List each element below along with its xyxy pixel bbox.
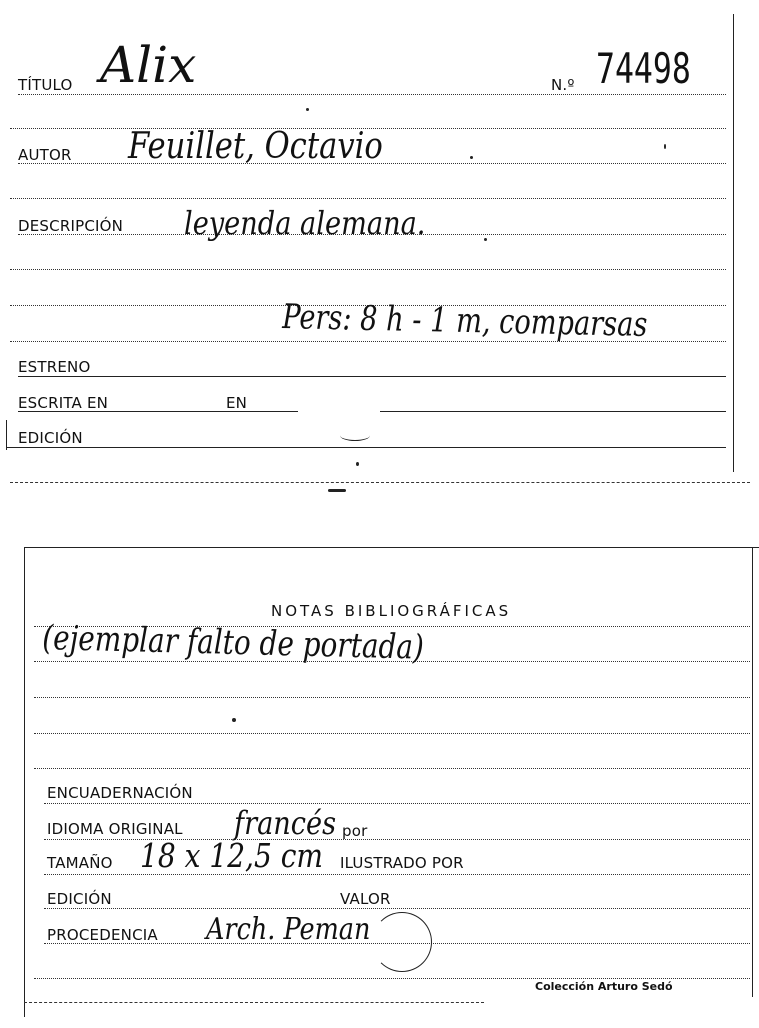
row-line	[44, 874, 750, 875]
card-bottom-edge	[24, 1002, 484, 1003]
en-label: EN	[226, 394, 248, 412]
card-top-edge	[24, 547, 759, 548]
titulo-label: TÍTULO	[18, 76, 73, 94]
coleccion-footer: Colección Arturo Sedó	[535, 980, 673, 993]
procedencia-value: Arch. Peman	[206, 912, 371, 947]
row-line	[34, 733, 750, 734]
edicion-label: EDICIÓN	[47, 890, 112, 908]
ilustrado-label: ILUSTRADO POR	[340, 854, 464, 872]
autor-value: Feuillet, Octavio	[128, 126, 383, 167]
por-label: por	[342, 822, 368, 840]
ink-speck	[328, 489, 346, 492]
row-line	[18, 94, 726, 95]
numero-label: N.º	[551, 76, 575, 94]
catalog-card-bottom	[0, 530, 759, 1028]
row-line	[34, 697, 750, 698]
tamano-label: TAMAÑO	[47, 854, 113, 872]
notas-heading: NOTAS BIBLIOGRÁFICAS	[271, 602, 512, 620]
ink-speck	[356, 462, 359, 466]
autor-label: AUTOR	[18, 146, 72, 164]
edicion-label: EDICIÓN	[18, 429, 83, 447]
card-right-edge	[752, 547, 753, 997]
ink-speck	[664, 144, 666, 149]
card-left-edge	[6, 420, 7, 450]
row-line	[44, 908, 750, 909]
ink-speck	[484, 238, 487, 241]
card-left-edge	[24, 547, 25, 1017]
procedencia-label: PROCEDENCIA	[47, 926, 158, 944]
row-line	[6, 447, 726, 448]
catalog-card-top	[0, 0, 759, 490]
numero-value: 74498	[596, 44, 691, 93]
encuadernacion-label: ENCUADERNACIÓN	[47, 784, 193, 802]
row-line	[34, 661, 750, 662]
row-line	[44, 803, 750, 804]
ink-speck	[470, 156, 473, 159]
ink-smudge	[340, 430, 370, 441]
row-line	[34, 768, 750, 769]
row-line	[34, 978, 750, 979]
tamano-value: 18 x 12,5 cm	[140, 836, 324, 875]
notas-value: (ejemplar falto de portada)	[42, 618, 425, 668]
idioma-label: IDIOMA ORIGINAL	[47, 820, 183, 838]
personajes-value: Pers: 8 h - 1 m, comparsas	[282, 297, 648, 345]
estreno-label: ESTRENO	[18, 358, 91, 376]
idioma-value: francés	[234, 804, 337, 842]
ink-speck	[232, 718, 236, 722]
card-bottom-edge	[10, 482, 750, 483]
escrita-en-label: ESCRITA EN	[18, 394, 109, 412]
row-line	[10, 269, 726, 270]
titulo-value: Alix	[100, 36, 197, 94]
descripcion-label: DESCRIPCIÓN	[18, 217, 124, 235]
descripcion-value: leyenda alemana.	[184, 204, 426, 242]
row-line	[380, 411, 726, 412]
card-right-edge	[733, 14, 734, 472]
row-line	[10, 198, 726, 199]
stamp-mark	[372, 912, 432, 972]
ink-speck	[306, 108, 309, 111]
row-line	[18, 376, 726, 377]
valor-label: VALOR	[340, 890, 391, 908]
